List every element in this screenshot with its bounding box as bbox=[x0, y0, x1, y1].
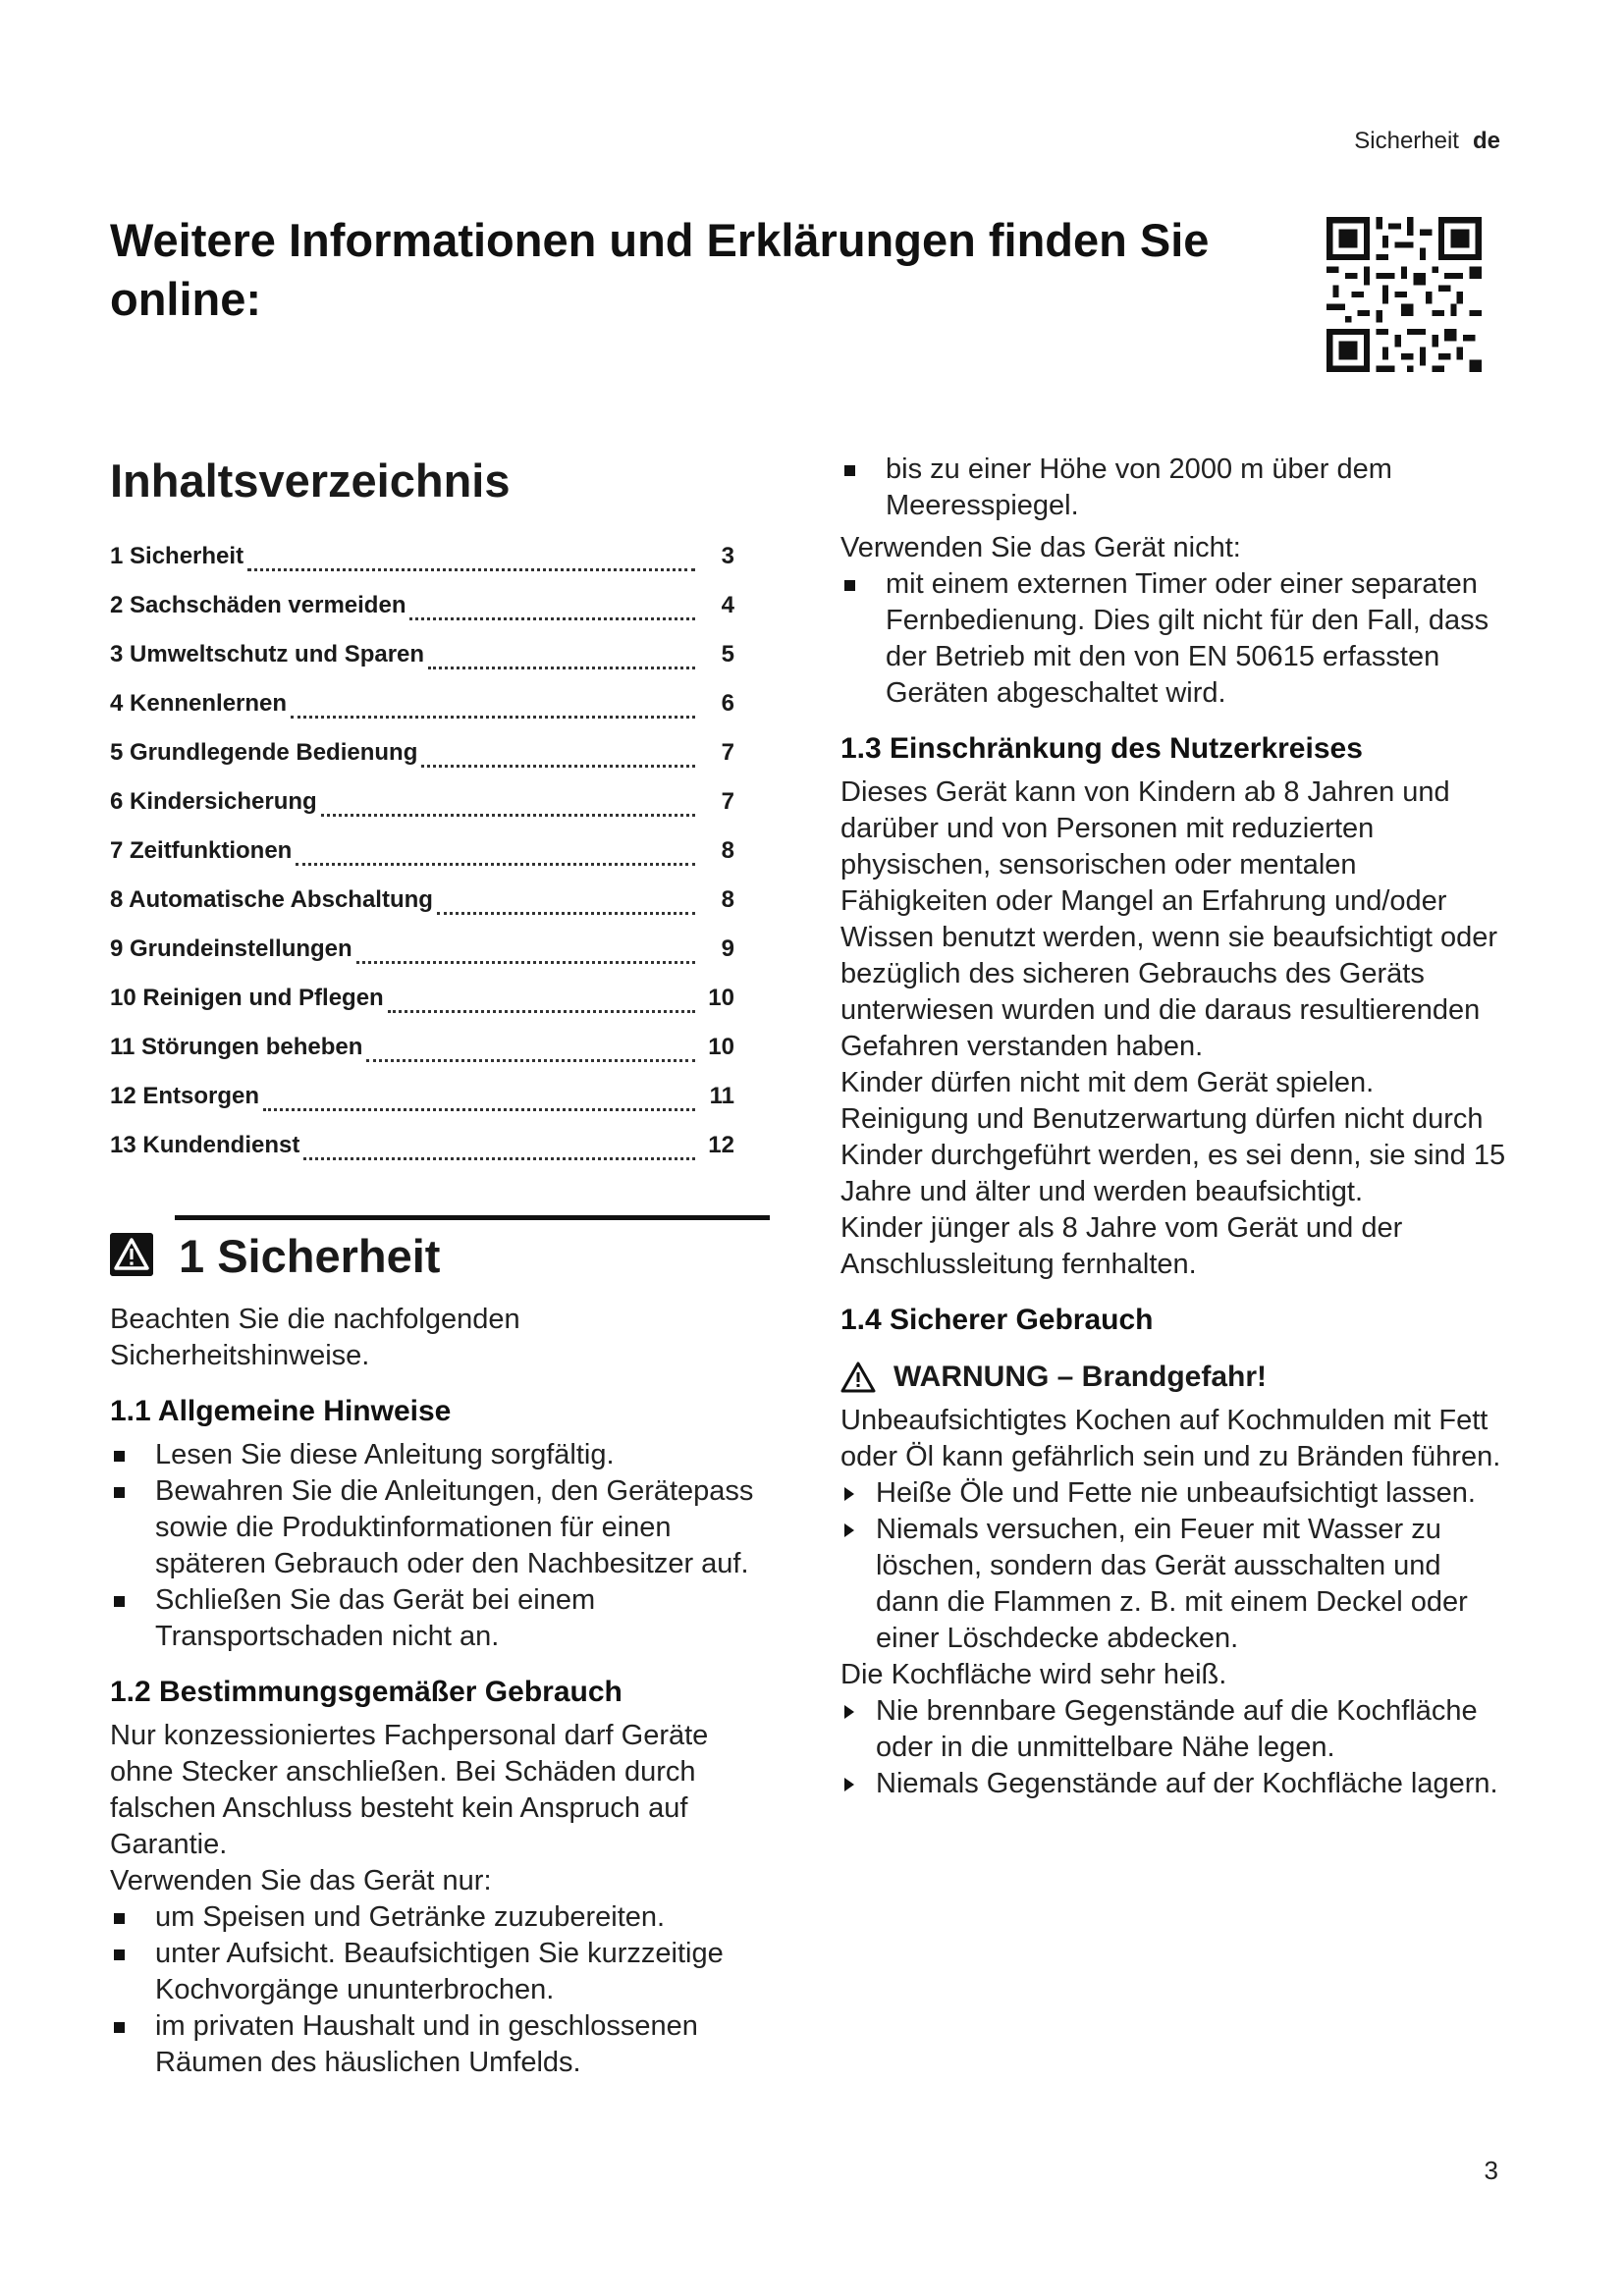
do-not-use-text: Verwenden Sie das Gerät nicht: bbox=[840, 532, 1241, 563]
qr-code-icon bbox=[1326, 216, 1482, 373]
hot-surface-list bbox=[840, 1693, 1508, 1802]
left-column bbox=[110, 452, 778, 2081]
toc-entry[interactable] bbox=[110, 630, 734, 679]
list-item: Niemals Gegenstände auf der Kochfläche lagern. bbox=[840, 1766, 1508, 1802]
toc-entry-page: 7 bbox=[721, 788, 734, 815]
list-item: im privaten Haushalt und in geschlossenen Räumen des häuslichen Umfelds. bbox=[110, 2008, 778, 2081]
safety-intro: Beachten Sie die nachfolgenden Sicherheitshinweise. bbox=[110, 1304, 520, 1371]
list-item: Schließen Sie das Gerät bei einem Transportschaden nicht an. bbox=[110, 1582, 778, 1655]
toc-entry-page: 4 bbox=[721, 592, 734, 618]
children-distance-text: Kinder jünger als 8 Jahre vom Gerät und der Anschlussleitung fernhalten. bbox=[840, 1212, 1403, 1280]
fire-warning-text: Unbeaufsichtigtes Kochen auf Kochmulden mit Fett oder Öl kann gefährlich sein und zu Bränden führen. bbox=[840, 1405, 1501, 1472]
toc-entry[interactable] bbox=[110, 532, 734, 581]
arrow-bullet-icon bbox=[844, 1705, 854, 1719]
toc-entry-page: 7 bbox=[721, 739, 734, 766]
bullet-square-icon bbox=[114, 1487, 125, 1498]
list-item: Heiße Öle und Fette nie unbeaufsichtigt lassen. bbox=[840, 1475, 1508, 1512]
intended-use-text: Nur konzessioniertes Fachpersonal darf Geräte ohne Stecker anschließen. Bei Schäden durch falschen Anschluss besteht kein Anspruch auf Garantie. bbox=[110, 1720, 709, 1860]
subsection-title-intended-use: 1.2 Bestimmungsgemäßer Gebrauch bbox=[110, 1676, 623, 1708]
toc-entry[interactable] bbox=[110, 1072, 734, 1121]
page-number: 3 bbox=[1484, 2156, 1498, 2185]
toc-entry-label: 7 Zeitfunktionen bbox=[110, 837, 293, 864]
toc-entry[interactable] bbox=[110, 827, 734, 876]
section-title: 1 Sicherheit bbox=[179, 1230, 441, 1282]
toc-entry-label: 10 Reinigen und Pflegen bbox=[110, 985, 384, 1011]
list-item: Bewahren Sie die Anleitungen, den Gerätepass sowie die Produktinformationen für einen späteren Gebrauch oder den Nachbesitzer auf. bbox=[110, 1473, 778, 1582]
toc-entry-label: 9 Grundeinstellungen bbox=[110, 935, 352, 962]
toc-entry[interactable] bbox=[110, 777, 734, 827]
bullet-square-icon bbox=[844, 465, 855, 476]
user-restriction-text: Dieses Gerät kann von Kindern ab 8 Jahren und darüber und von Personen mit reduzierten physischen, sensorischen oder mentalen Fähigkeiten oder Mangel an Erfahrung und/oder Wissen benutzt werden, wenn sie beaufsichtigt oder bezüglich des sicheren Gebrauchs des Geräts unterwiesen wurden und die daraus resultierenden Gefahren verstanden haben. bbox=[840, 776, 1497, 1062]
toc-entry-label: 8 Automatische Abschaltung bbox=[110, 886, 433, 913]
toc-entry-page: 6 bbox=[721, 690, 734, 717]
bullet-square-icon bbox=[114, 1596, 125, 1607]
bullet-square-icon bbox=[114, 2022, 125, 2033]
arrow-bullet-icon bbox=[844, 1778, 854, 1791]
subsection-title-general: 1.1 Allgemeine Hinweise bbox=[110, 1395, 452, 1427]
list-item: mit einem externen Timer oder einer separaten Fernbedienung. Dies gilt nicht für den Fall, dass der Betrieb mit den von EN 50615 erfassten Geräten abgeschaltet wird. bbox=[840, 566, 1508, 712]
toc-entry[interactable] bbox=[110, 728, 734, 777]
right-column bbox=[840, 452, 1508, 1802]
general-notes-list bbox=[110, 1437, 778, 1655]
running-header bbox=[1354, 128, 1500, 155]
online-info-heading: Weitere Informationen und Erklärungen finden Sie online: bbox=[110, 214, 1210, 325]
arrow-bullet-icon bbox=[844, 1523, 854, 1537]
bullet-square-icon bbox=[844, 580, 855, 591]
toc-entry-label: 5 Grundlegende Bedienung bbox=[110, 739, 418, 766]
toc-entry-page: 8 bbox=[721, 837, 734, 864]
list-item: Niemals versuchen, ein Feuer mit Wasser zu löschen, sondern das Gerät ausschalten und dann die Flammen z. B. mit einem Deckel oder einer Löschdecke abdecken. bbox=[840, 1512, 1508, 1657]
toc-entry-label: 11 Störungen beheben bbox=[110, 1034, 363, 1060]
toc-entry-page: 11 bbox=[709, 1083, 734, 1109]
toc-entry[interactable] bbox=[110, 1121, 734, 1170]
list-item: um Speisen und Getränke zuzubereiten. bbox=[110, 1899, 778, 1936]
subsection-title-user-restriction: 1.3 Einschränkung des Nutzerkreises bbox=[840, 732, 1363, 765]
toc-entry-page: 3 bbox=[721, 543, 734, 569]
toc-entry[interactable] bbox=[110, 925, 734, 974]
arrow-bullet-icon bbox=[844, 1487, 854, 1501]
toc-entry[interactable] bbox=[110, 876, 734, 925]
section-rule bbox=[175, 1215, 770, 1220]
fire-instructions-list bbox=[840, 1475, 1508, 1657]
warning-triangle-icon bbox=[840, 1362, 876, 1393]
toc-entry-page: 10 bbox=[708, 985, 734, 1011]
children-play-text: Kinder dürfen nicht mit dem Gerät spielen. bbox=[840, 1067, 1375, 1098]
toc-entry-page: 8 bbox=[721, 886, 734, 913]
toc-entry-label: 13 Kundendienst bbox=[110, 1132, 300, 1158]
bullet-square-icon bbox=[114, 1949, 125, 1960]
list-item: Lesen Sie diese Anleitung sorgfältig. bbox=[110, 1437, 778, 1473]
table-of-contents bbox=[110, 532, 778, 1170]
list-item: bis zu einer Höhe von 2000 m über dem Meeresspiegel. bbox=[840, 452, 1508, 524]
toc-entry-page: 10 bbox=[708, 1034, 734, 1060]
toc-entry-page: 9 bbox=[721, 935, 734, 962]
toc-entry-page: 5 bbox=[721, 641, 734, 667]
section-header bbox=[110, 1215, 778, 1294]
subsection-title-safe-use: 1.4 Sicherer Gebrauch bbox=[840, 1304, 1154, 1336]
header-section: Sicherheit bbox=[1354, 128, 1459, 154]
bullet-square-icon bbox=[114, 1451, 125, 1462]
warning-label: WARNUNG – Brandgefahr! bbox=[893, 1361, 1268, 1393]
hot-surface-text: Die Kochfläche wird sehr heiß. bbox=[840, 1659, 1227, 1690]
cleaning-children-text: Reinigung und Benutzerwartung dürfen nicht durch Kinder durchgeführt werden, es sei denn, sie sind 15 Jahre und älter und werden beaufsichtigt. bbox=[840, 1103, 1506, 1207]
do-not-use-list bbox=[840, 566, 1508, 712]
toc-entry-label: 6 Kindersicherung bbox=[110, 788, 317, 815]
toc-entry[interactable] bbox=[110, 679, 734, 728]
toc-title: Inhaltsverzeichnis bbox=[110, 454, 511, 507]
list-item: Nie brennbare Gegenstände auf die Kochfläche oder in die unmittelbare Nähe legen. bbox=[840, 1693, 1508, 1766]
fire-warning bbox=[840, 1358, 1508, 1397]
toc-entry-label: 3 Umweltschutz und Sparen bbox=[110, 641, 425, 667]
toc-entry-label: 2 Sachschäden vermeiden bbox=[110, 592, 406, 618]
header-language: de bbox=[1472, 128, 1500, 154]
toc-entry[interactable] bbox=[110, 974, 734, 1023]
toc-entry-label: 12 Entsorgen bbox=[110, 1083, 260, 1109]
warning-icon bbox=[110, 1233, 153, 1276]
bullet-square-icon bbox=[114, 1913, 125, 1924]
toc-entry[interactable] bbox=[110, 1023, 734, 1072]
use-only-text: Verwenden Sie das Gerät nur: bbox=[110, 1865, 492, 1896]
toc-entry-page: 12 bbox=[708, 1132, 734, 1158]
use-only-list bbox=[110, 1899, 778, 2081]
toc-entry-label: 1 Sicherheit bbox=[110, 543, 244, 569]
use-only-list-continued bbox=[840, 452, 1508, 524]
list-item: unter Aufsicht. Beaufsichtigen Sie kurzzeitige Kochvorgänge ununterbrochen. bbox=[110, 1936, 778, 2008]
toc-entry-label: 4 Kennenlernen bbox=[110, 690, 288, 717]
toc-entry[interactable] bbox=[110, 581, 734, 630]
